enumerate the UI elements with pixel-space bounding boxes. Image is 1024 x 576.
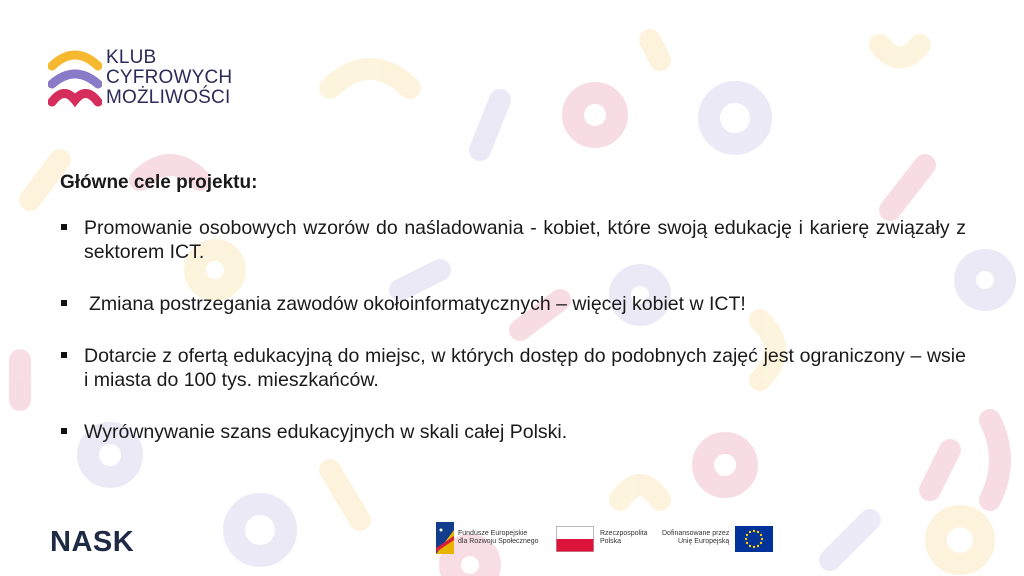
goal-text: Wyrównywanie szans edukacyjnych w skali całej Polski. (84, 421, 568, 443)
european-funds-icon (436, 522, 454, 554)
fe-line-2: dla Rozwoju Społecznego (458, 538, 539, 545)
funding-logos (434, 520, 784, 556)
goal-text: Promowanie osobowych wzorów do naśladowania - kobiet, które swoją edukację i karierę związały z sektorem ICT. (84, 217, 966, 263)
rp-line-1: Rzeczpospolita (600, 530, 648, 537)
goal-item (60, 420, 966, 444)
logo-arches-icon (48, 46, 102, 110)
square-bullet-icon (61, 352, 67, 358)
goal-item (60, 344, 966, 392)
eu-flag-icon (735, 526, 773, 552)
club-logo (48, 46, 248, 112)
goal-item (60, 216, 966, 264)
goals-list (60, 216, 966, 444)
eu-line-1: Dofinansowane przez (662, 530, 730, 537)
logo-line-1: KLUB (106, 47, 157, 68)
nask-logo (50, 526, 180, 554)
goal-text: Zmiana postrzegania zawodów okołoinformatycznych – więcej kobiet w ICT! (89, 293, 746, 315)
fe-line-1: Fundusze Europejskie (458, 530, 528, 537)
square-bullet-icon (61, 300, 67, 306)
eu-line-2: Unię Europejską (677, 538, 730, 545)
main-content (60, 172, 966, 472)
page-heading: Główne cele projektu: (60, 172, 258, 193)
logo-line-2: CYFROWYCH (106, 67, 233, 88)
polish-flag-icon (556, 526, 594, 552)
logo-line-3: MOŻLIWOŚCI (106, 87, 231, 108)
rp-line-2: Polska (600, 538, 622, 545)
square-bullet-icon (61, 224, 67, 230)
nask-logo-text: NASK (50, 526, 135, 554)
square-bullet-icon (61, 428, 67, 434)
goal-text: Dotarcie z ofertą edukacyjną do miejsc, w których dostęp do podobnych zajęć jest ograniczony – wsie i miasta do 100 tys. mieszkańców. (84, 345, 966, 391)
goal-item (60, 292, 966, 316)
logo-text (106, 48, 232, 108)
